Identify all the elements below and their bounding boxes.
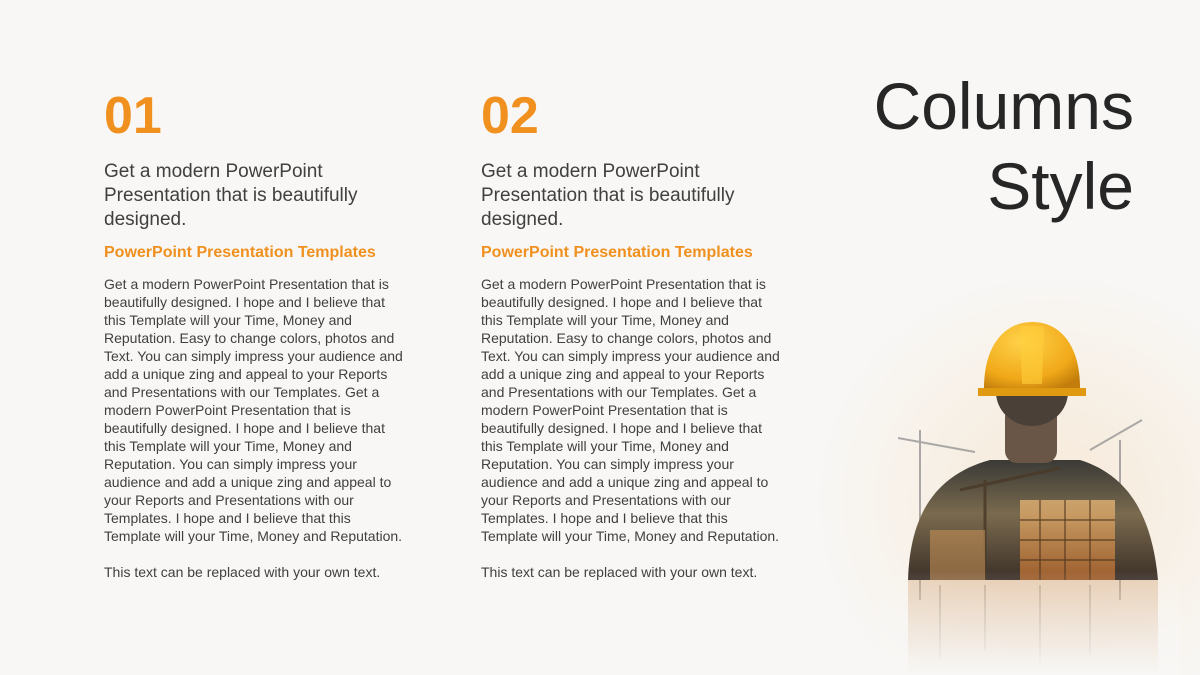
column-body-text: Get a modern PowerPoint Presentation that is beautifully designed. I hope and I believe that this Template will your Time, Money and Reputation. Easy to change colors, photos and Text. You can simply impress your audience and add a unique zing and appeal to your Reports and Presentations with our Templates. Get a modern PowerPoint Presentation that is beautifully designed. I hope and I believe that this Template will your Time, Money and Reputation. You can simply impress your audience and add a unique zing and appeal to your Reports and Presentations with our Templates. I hope and I believe that this Template will your Time, Money and Reputation. — [481, 276, 780, 544]
column-subheading: PowerPoint Presentation Templates — [481, 244, 753, 261]
column-body-text: Get a modern PowerPoint Presentation that is beautifully designed. I hope and I believe that this Template will your Time, Money and Reputation. Easy to change colors, photos and Text. You can simply impress your audience and add a unique zing and appeal to your Reports and Presentations with our Templates. Get a modern PowerPoint Presentation that is beautifully designed. I hope and I believe that this Template will your Time, Money and Reputation. You can simply impress your audience and add a unique zing and appeal to your Reports and Presentations with our Templates. I hope and I believe that this Template will your Time, Money and Reputation. — [104, 276, 403, 544]
slide-title-line2: Style — [987, 149, 1134, 223]
slide-title-line1: Columns — [873, 69, 1134, 143]
column-number: 01 — [104, 87, 162, 145]
column-body — [104, 275, 409, 581]
column-number: 02 — [481, 87, 539, 145]
column-body — [481, 275, 786, 581]
column-heading: Get a modern PowerPoint Presentation that is beautifully designed. — [104, 161, 358, 230]
column-heading: Get a modern PowerPoint Presentation that is beautifully designed. — [481, 161, 735, 230]
column-note-text: This text can be replaced with your own text. — [481, 564, 758, 580]
column-1 — [104, 84, 424, 581]
column-subheading: PowerPoint Presentation Templates — [104, 244, 376, 261]
column-2 — [481, 84, 801, 581]
slide-title — [804, 66, 1134, 226]
construction-worker-hardhat-image — [880, 300, 1180, 675]
column-note-text: This text can be replaced with your own text. — [104, 564, 381, 580]
